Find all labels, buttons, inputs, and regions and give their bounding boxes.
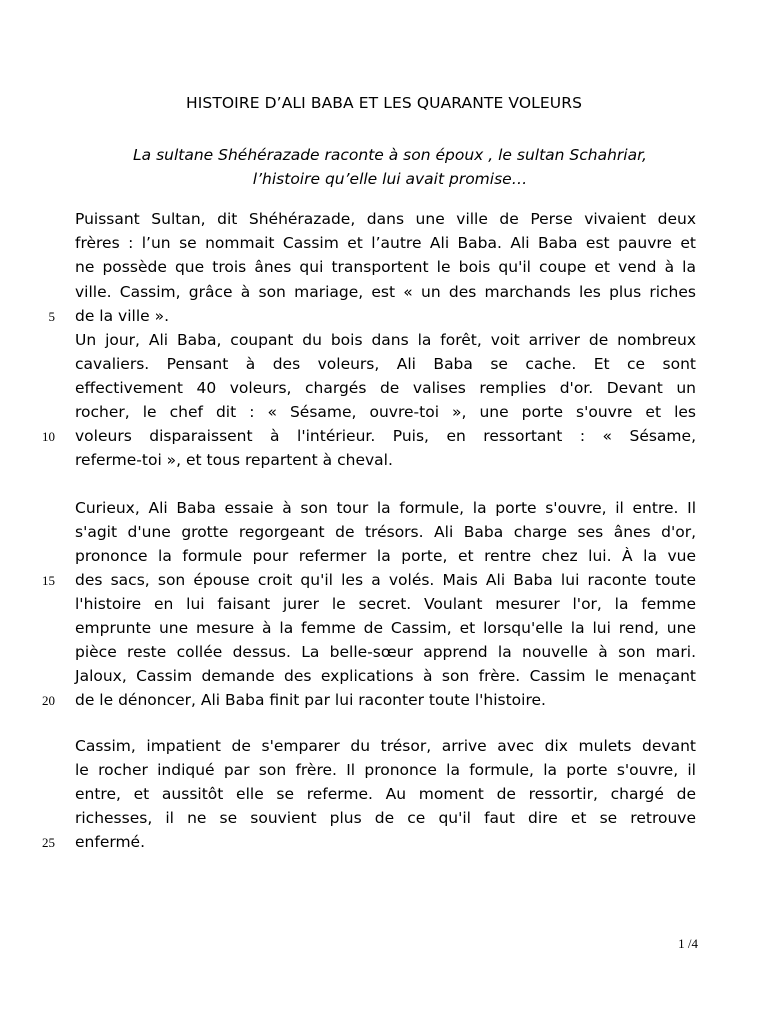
text-line: Un jour, Ali Baba, coupant du bois dans la forêt, voit arriver de nombreux [75, 331, 696, 349]
line-number: 5 [48, 309, 55, 324]
text-line: enfermé. [75, 833, 146, 851]
line-number: 10 [42, 429, 55, 444]
text-line: Cassim, impatient de s'emparer du trésor, arrive avec dix mulets devant [75, 737, 696, 755]
text-line: referme-toi », et tous repartent à cheval. [75, 451, 393, 469]
text-line: effectivement 40 voleurs, chargés de valises remplies d'or. Devant un [75, 379, 696, 397]
text-line: Jaloux, Cassim demande des explications à son frère. Cassim le menaçant [75, 667, 696, 685]
intro-line: La sultane Shéhérazade raconte à son époux , le sultan Schahriar, [133, 146, 647, 164]
line-number: 20 [42, 693, 55, 708]
text-line: Curieux, Ali Baba essaie à son tour la formule, la porte s'ouvre, il entre. Il [75, 499, 696, 517]
text-line: de la ville ». [75, 307, 169, 325]
document-title: HISTOIRE D’ALI BABA ET LES QUARANTE VOLEURS [185, 94, 583, 112]
text-line: Puissant Sultan, dit Shéhérazade, dans une ville de Perse vivaient deux [75, 210, 696, 228]
text-line: emprunte une mesure à la femme de Cassim, et lorsqu'elle la lui rend, une [75, 619, 696, 637]
text-line: pièce reste collée dessus. La belle-sœur apprend la nouvelle à son mari. [75, 643, 696, 661]
line-number: 25 [42, 835, 55, 850]
text-line: de le dénoncer, Ali Baba finit par lui raconter toute l'histoire. [75, 691, 546, 709]
text-line: s'agit d'une grotte regorgeant de trésors. Ali Baba charge ses ânes d'or, [75, 523, 696, 541]
text-line: ville. Cassim, grâce à son mariage, est « un des marchands les plus riches [75, 283, 696, 301]
text-line: voleurs disparaissent à l'intérieur. Puis, en ressortant : « Sésame, [75, 427, 696, 445]
text-line: des sacs, son épouse croit qu'il les a volés. Mais Ali Baba lui raconte toute [75, 571, 696, 589]
text-line: le rocher indiqué par son frère. Il prononce la formule, la porte s'ouvre, il [75, 761, 696, 779]
intro-line: l’histoire qu’elle lui avait promise… [252, 169, 528, 188]
text-line: l'histoire en lui faisant jurer le secret. Voulant mesurer l'or, la femme [75, 595, 696, 613]
line-number: 15 [42, 573, 55, 588]
text-line: ne possède que trois ânes qui transportent le bois qu'il coupe et vend à la [75, 258, 696, 276]
text-line: richesses, il ne se souvient plus de ce qu'il faut dire et se retrouve [75, 809, 696, 827]
text-line: rocher, le chef dit : « Sésame, ouvre-toi », une porte s'ouvre et les [75, 403, 696, 421]
page-number: 1 /4 [678, 936, 698, 951]
text-line: prononce la formule pour refermer la porte, et rentre chez lui. À la vue [75, 547, 696, 565]
text-line: cavaliers. Pensant à des voleurs, Ali Baba se cache. Et ce sont [75, 355, 696, 373]
text-line: entre, et aussitôt elle se referme. Au moment de ressortir, chargé de [75, 785, 696, 803]
text-line: frères : l’un se nommait Cassim et l’autre Ali Baba. Ali Baba est pauvre et [75, 234, 696, 252]
intro-paragraph [60, 144, 720, 191]
